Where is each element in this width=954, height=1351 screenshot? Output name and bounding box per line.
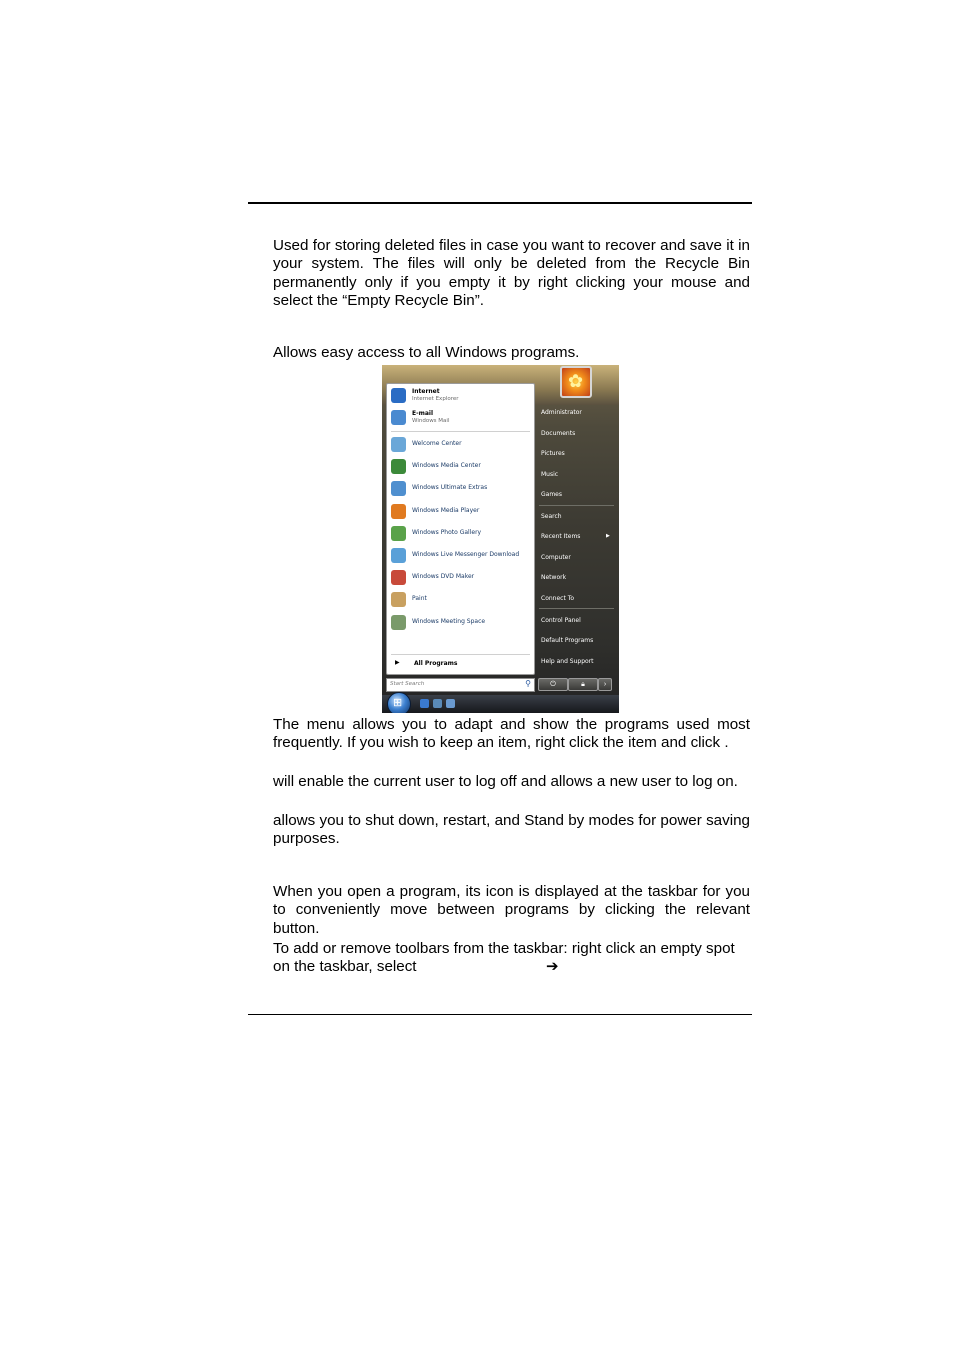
program-name: Windows Photo Gallery xyxy=(412,528,482,536)
chevron-right-icon: › xyxy=(603,681,607,688)
right-link-label: Music xyxy=(541,471,559,478)
right-link-item[interactable] xyxy=(541,658,594,665)
search-placeholder: Start Search xyxy=(390,681,425,687)
windows-mail-icon xyxy=(391,410,406,425)
recent-program-item[interactable] xyxy=(390,458,532,478)
arrow-right-icon: ▶ xyxy=(395,660,400,666)
program-name: Windows Meeting Space xyxy=(412,617,486,625)
media-center-icon xyxy=(391,459,406,474)
program-name: Welcome Center xyxy=(412,440,462,447)
pinned-separator xyxy=(391,431,530,432)
recent-program-item[interactable] xyxy=(390,614,532,634)
internet-explorer-icon xyxy=(391,388,406,403)
flower-icon: ✿ xyxy=(568,371,584,391)
recent-program-item[interactable] xyxy=(390,569,532,589)
right-link-label: Default Programs xyxy=(541,637,594,644)
right-link-item[interactable] xyxy=(541,595,574,602)
right-link-label: Connect To xyxy=(541,595,575,602)
header-rule xyxy=(248,202,752,204)
right-separator xyxy=(539,505,614,506)
right-link-item[interactable] xyxy=(541,574,566,581)
start-intro-text: Allows easy access to all Windows programs. xyxy=(273,344,580,361)
all-programs-button[interactable] xyxy=(390,658,530,670)
meeting-space-icon xyxy=(391,615,406,630)
dvd-maker-icon xyxy=(391,570,406,585)
lock-button[interactable] xyxy=(568,678,598,691)
right-link-label: Games xyxy=(541,491,562,498)
right-link-label: Administrator xyxy=(541,409,582,416)
program-name: Windows Live Messenger Download xyxy=(412,551,520,558)
shutdown-paragraph: allows you to shut down, restart, and Stand by modes for power saving purposes. xyxy=(273,812,750,848)
lock-icon: 🔒︎ xyxy=(581,681,585,688)
search-icon[interactable]: ⚲ xyxy=(525,679,531,688)
start-search-input[interactable] xyxy=(386,678,535,692)
right-link-item[interactable] xyxy=(541,513,562,520)
right-link-label: Pictures xyxy=(541,450,565,457)
recent-program-item[interactable] xyxy=(390,547,532,567)
program-name: Windows Media Center xyxy=(412,462,481,470)
program-subtitle: Internet Explorer xyxy=(412,396,459,402)
right-link-label: Network xyxy=(541,574,567,581)
right-link-item[interactable] xyxy=(541,554,571,561)
shutdown-options-button[interactable] xyxy=(598,678,612,691)
program-name: Windows Media Player xyxy=(412,506,480,514)
right-link-item[interactable] xyxy=(541,430,575,437)
switch-windows-icon[interactable] xyxy=(446,699,455,708)
right-link-item[interactable] xyxy=(541,491,562,498)
recycle-bin-paragraph: Used for storing deleted files in case you want to recover and save it in your system. The files will only be deleted from the Recycle Bin permanently only if you empty it by right clicking your mouse and select the “Empty Recycle Bin”. xyxy=(273,237,750,310)
start-menu-paragraph: The menu allows you to adapt and show the programs used most frequently. If you wish to keep an item, right click the item and click . xyxy=(273,716,750,752)
ultimate-extras-icon xyxy=(391,481,406,496)
recent-program-item[interactable] xyxy=(390,525,532,545)
taskbar xyxy=(382,695,619,713)
all-programs-separator xyxy=(391,654,530,655)
start-button[interactable] xyxy=(387,692,411,713)
programs-panel xyxy=(386,383,535,675)
right-link-label: Control Panel xyxy=(541,617,581,624)
recent-program-item[interactable] xyxy=(390,436,532,456)
footer-rule xyxy=(248,1014,752,1015)
taskbar-paragraph: When you open a program, its icon is displayed at the taskbar for you to conveniently move between programs by clicking the relevant button. xyxy=(273,883,750,937)
right-link-label: Recent Items xyxy=(541,533,581,540)
right-link-item[interactable] xyxy=(541,637,593,644)
program-name: Windows DVD Maker xyxy=(412,573,475,581)
program-name: E-mail xyxy=(412,410,434,417)
arrow-icon: ➔ xyxy=(546,958,559,976)
recent-program-item[interactable] xyxy=(390,591,532,611)
right-link-item[interactable] xyxy=(541,533,610,540)
right-link-label: Help and Support xyxy=(541,658,594,665)
show-desktop-icon[interactable] xyxy=(433,699,442,708)
right-link-item[interactable] xyxy=(541,471,558,478)
right-separator xyxy=(539,608,614,609)
program-name: Paint xyxy=(412,595,427,603)
user-picture-avatar[interactable] xyxy=(560,366,592,398)
power-button[interactable] xyxy=(538,678,568,691)
windows-logo-icon: ⊞ xyxy=(393,697,403,709)
photo-gallery-icon xyxy=(391,526,406,541)
pinned-item[interactable] xyxy=(390,409,532,429)
all-programs-label: All Programs xyxy=(414,660,458,667)
submenu-arrow-icon: ▶ xyxy=(606,533,610,539)
program-subtitle: Windows Mail xyxy=(412,418,450,424)
program-name: Windows Ultimate Extras xyxy=(412,484,488,492)
right-link-item[interactable] xyxy=(541,617,581,624)
log-off-paragraph: will enable the current user to log off and allows a new user to log on. xyxy=(273,773,738,790)
recent-program-item[interactable] xyxy=(390,480,532,500)
power-icon: ⏻ xyxy=(550,681,556,688)
messenger-icon xyxy=(391,548,406,563)
right-link-label: Computer xyxy=(541,554,571,561)
recent-program-item[interactable] xyxy=(390,503,532,523)
ie-quicklaunch-icon[interactable] xyxy=(420,699,429,708)
pinned-item[interactable] xyxy=(390,387,532,407)
start-menu-screenshot xyxy=(382,365,619,713)
program-name: Internet xyxy=(412,388,440,395)
right-link-item[interactable] xyxy=(541,409,582,416)
paint-icon xyxy=(391,592,406,607)
right-link-label: Documents xyxy=(541,430,576,437)
right-link-label: Search xyxy=(541,513,562,520)
right-link-item[interactable] xyxy=(541,450,565,457)
welcome-center-icon xyxy=(391,437,406,452)
media-player-icon xyxy=(391,504,406,519)
toolbars-text: To add or remove toolbars from the taskbar: right click an empty spot on the taskbar, select xyxy=(273,940,735,976)
toolbars-paragraph xyxy=(273,940,750,977)
